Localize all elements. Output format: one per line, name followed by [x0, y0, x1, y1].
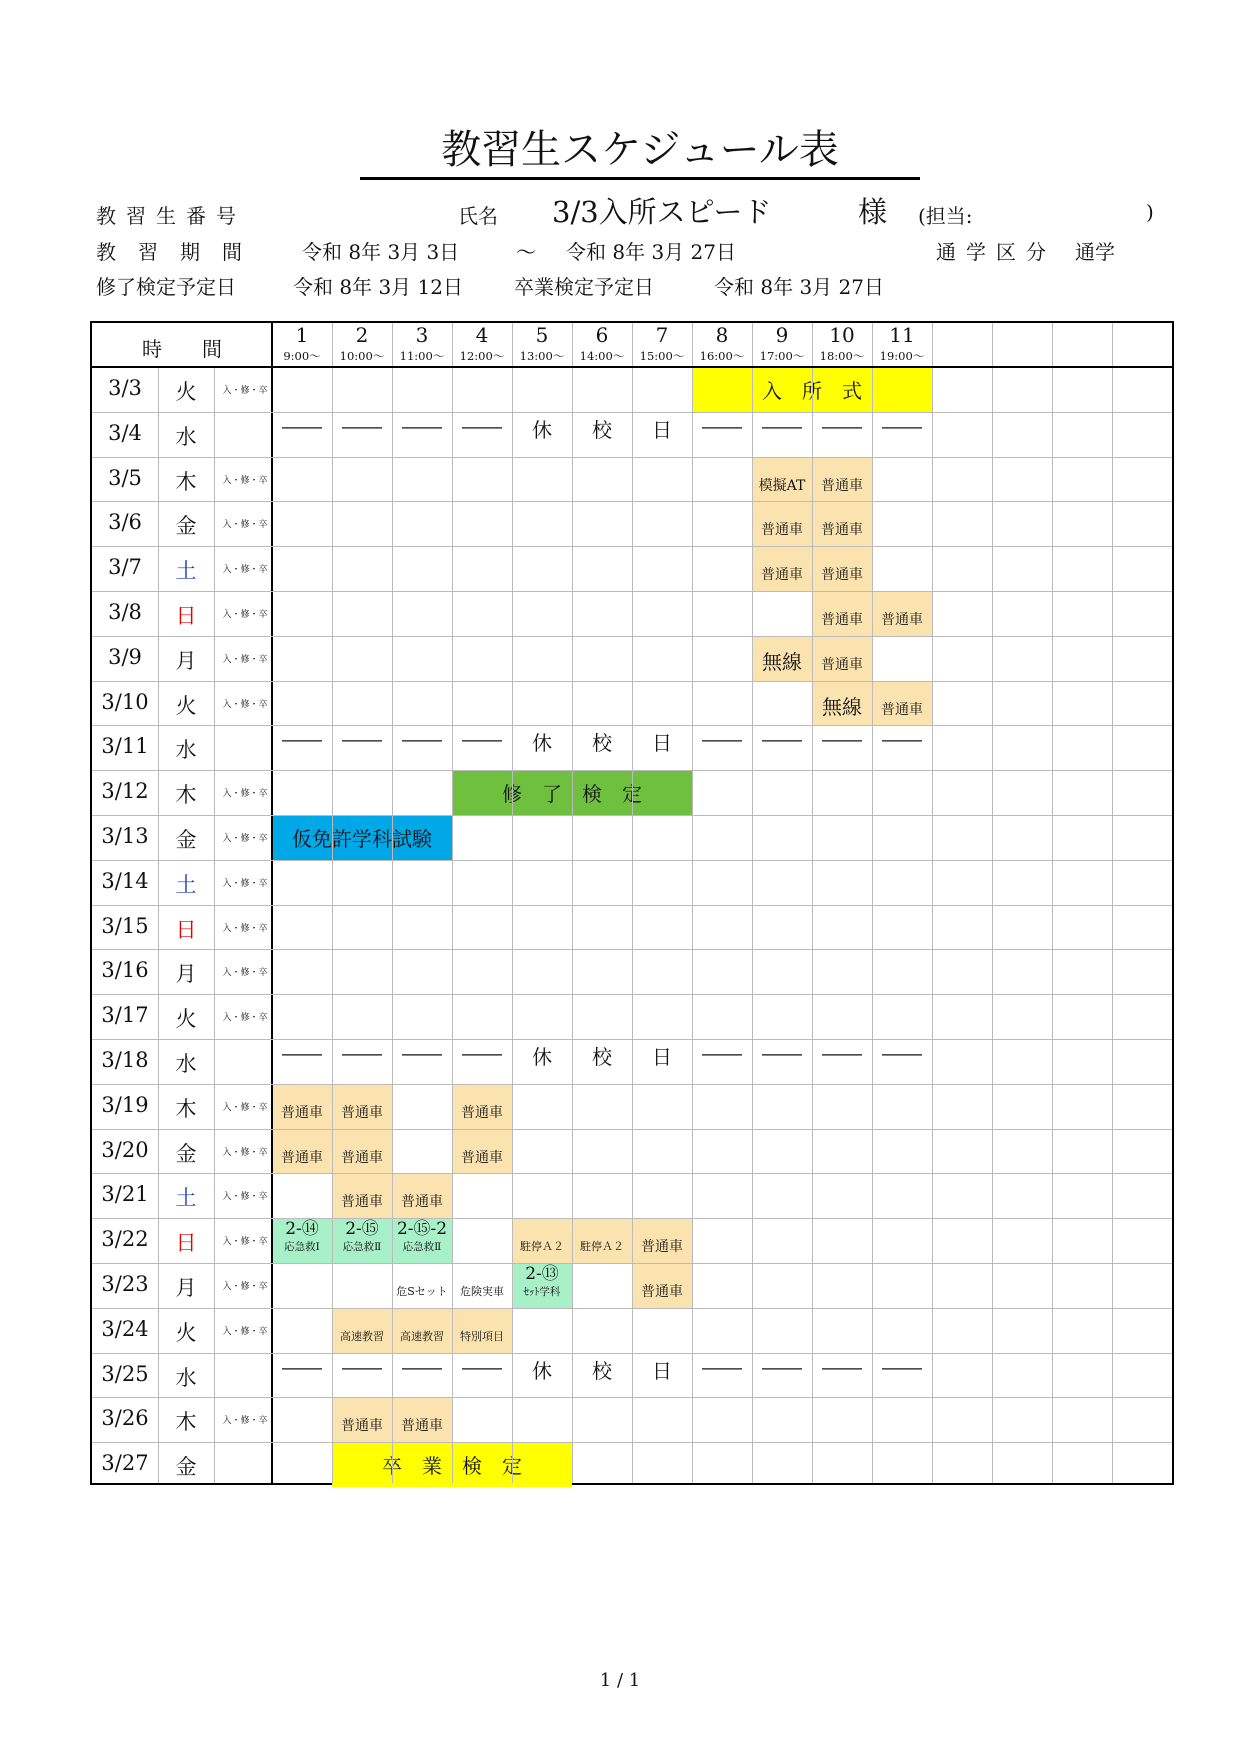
- lesson-cell: 普通車: [872, 591, 932, 636]
- row-mark: 入・修・卒: [222, 1147, 268, 1158]
- period-time: 13:00～: [519, 349, 565, 363]
- rest-dash: ――: [402, 1354, 442, 1379]
- row-mark: 入・修・卒: [222, 1326, 268, 1337]
- lesson-cell: 無線: [812, 681, 872, 726]
- rest-day-text: 校: [592, 1358, 612, 1383]
- lesson-subject: 応急救Ⅱ: [402, 1241, 442, 1254]
- row-mark: 入・修・卒: [222, 1282, 268, 1292]
- honorific: 様: [858, 195, 888, 229]
- row-mark: 入・修・卒: [222, 699, 268, 710]
- grid-line: [92, 1263, 1172, 1264]
- grid-line: [92, 501, 1172, 502]
- row-weekday: 水: [175, 1052, 197, 1076]
- row-date: 3/8: [108, 600, 142, 624]
- grid-line: [92, 815, 1172, 816]
- event-block: 卒 業 検 定: [332, 1442, 572, 1487]
- rest-day-text: 日: [652, 417, 672, 442]
- charge-close: ): [1146, 200, 1154, 224]
- lesson-cell: 普通車: [872, 681, 932, 726]
- period-end: 令和 8年 3月 27日: [566, 240, 736, 264]
- rest-dash: ――: [762, 413, 802, 438]
- row-date: 3/12: [101, 779, 149, 804]
- row-weekday: 日: [175, 917, 197, 942]
- period-time: 14:00～: [579, 349, 625, 363]
- row-weekday: 金: [175, 1455, 197, 1480]
- period-number: 2: [355, 323, 369, 347]
- row-date: 3/25: [101, 1361, 149, 1386]
- period-time: 19:00～: [879, 349, 925, 363]
- rest-day-text: 校: [592, 417, 612, 442]
- row-weekday: 土: [175, 1186, 197, 1211]
- lesson-cell: 普通車: [332, 1084, 392, 1129]
- row-date: 3/20: [101, 1137, 149, 1162]
- grid-line: [92, 1039, 1172, 1040]
- time-header: 時 間: [142, 337, 222, 361]
- row-date: 3/18: [101, 1048, 149, 1072]
- grid-line: [92, 1442, 1172, 1443]
- grid-line: [92, 905, 1172, 906]
- row-mark: 入・修・卒: [222, 475, 268, 486]
- period-number: 4: [475, 323, 489, 347]
- row-weekday: 木: [175, 1410, 197, 1435]
- grid-line: [92, 681, 1172, 682]
- period-time: 15:00～: [639, 349, 685, 363]
- row-mark: 入・修・卒: [222, 1416, 268, 1427]
- row-date: 3/26: [101, 1406, 149, 1431]
- grid-line: [92, 1218, 1172, 1219]
- row-weekday: 水: [175, 1365, 197, 1390]
- rest-dash: ――: [402, 413, 442, 438]
- rest-day-text: 校: [592, 731, 612, 756]
- grid-line: [92, 770, 1172, 771]
- charge-label: (担当:: [918, 204, 973, 228]
- row-weekday: 木: [175, 783, 197, 808]
- lesson-cell: 普通車: [332, 1129, 392, 1174]
- row-date: 3/7: [108, 555, 142, 580]
- lesson-cell: 普通車: [392, 1397, 452, 1442]
- student-no-label: 教習生番号: [96, 204, 246, 228]
- rest-dash: ――: [282, 1041, 322, 1065]
- row-date: 3/9: [108, 644, 142, 669]
- rest-dash: ――: [342, 1041, 382, 1065]
- row-date: 3/23: [101, 1272, 149, 1296]
- period-time: 12:00～: [459, 349, 505, 363]
- row-weekday: 木: [175, 469, 197, 494]
- lesson-cell: 特別項目: [452, 1308, 512, 1353]
- grid-line: [92, 949, 1172, 950]
- row-mark: 入・修・卒: [222, 654, 268, 665]
- grid-line: [92, 1173, 1172, 1174]
- row-date: 3/14: [101, 868, 149, 893]
- row-weekday: 土: [175, 872, 197, 897]
- row-weekday: 金: [175, 514, 197, 539]
- rest-dash: ――: [762, 1354, 802, 1379]
- row-date: 3/17: [101, 1003, 149, 1028]
- grid-line: [92, 994, 1172, 995]
- period-time: 11:00～: [399, 349, 445, 363]
- period-tilde: ～: [516, 240, 536, 264]
- lesson-cell: 普通車: [392, 1173, 452, 1218]
- row-mark: 入・修・卒: [222, 923, 268, 934]
- commute-label: 通学区分: [936, 240, 1056, 264]
- lesson-subject: ｾｯﾄ学科: [523, 1286, 561, 1298]
- row-mark: 入・修・卒: [222, 1192, 268, 1203]
- commute-value: 通学: [1075, 240, 1115, 264]
- grid-line: [92, 1084, 1172, 1085]
- row-weekday: 月: [175, 1276, 197, 1300]
- event-block: 仮免許学科試験: [272, 815, 452, 860]
- row-date: 3/19: [101, 1092, 149, 1117]
- period-number: 7: [655, 323, 669, 347]
- row-date: 3/10: [101, 689, 149, 714]
- grid-line: [812, 323, 813, 1483]
- lesson-subject: 応急救Ⅰ: [284, 1241, 320, 1254]
- lesson-subject: 応急救Ⅱ: [342, 1241, 382, 1254]
- row-weekday: 火: [175, 693, 197, 718]
- grid-line: [932, 323, 933, 1483]
- grid-line: [632, 323, 633, 1483]
- grid-line: [392, 323, 393, 1483]
- row-weekday: 土: [175, 559, 197, 584]
- event-block: 入 所 式: [692, 367, 932, 412]
- row-date: 3/13: [101, 824, 149, 848]
- rest-dash: ――: [882, 1354, 922, 1379]
- lesson-cell: 普通車: [632, 1263, 692, 1308]
- lesson-cell: 普通車: [452, 1084, 512, 1129]
- grid-line: [92, 412, 1172, 413]
- rest-day-text: 校: [592, 1045, 612, 1069]
- row-weekday: 金: [175, 828, 197, 852]
- lesson-cell: 普通車: [812, 546, 872, 591]
- completion-label: 修了検定予定日: [96, 275, 236, 299]
- lesson-cell: 普通車: [812, 636, 872, 681]
- row-mark: 入・修・卒: [222, 610, 268, 620]
- grid-line: [92, 366, 1172, 368]
- row-date: 3/5: [108, 465, 142, 490]
- rest-dash: ――: [282, 727, 322, 752]
- period-number: 8: [715, 323, 729, 347]
- grid-line: [572, 323, 573, 1483]
- rest-dash: ――: [822, 1041, 862, 1065]
- row-weekday: 金: [175, 1141, 197, 1166]
- row-date: 3/27: [101, 1451, 149, 1476]
- rest-dash: ――: [702, 727, 742, 752]
- grid-line: [92, 636, 1172, 637]
- row-date: 3/6: [108, 510, 142, 535]
- row-date: 3/16: [101, 958, 149, 983]
- grid-line: [92, 1353, 1172, 1354]
- period-number: 9: [775, 323, 789, 347]
- rest-dash: ――: [282, 1354, 322, 1379]
- lesson-number: 2-⑭: [285, 1219, 319, 1240]
- period-time: 17:00～: [759, 349, 805, 363]
- lesson-cell: 普通車: [452, 1129, 512, 1174]
- row-date: 3/24: [101, 1316, 149, 1341]
- period-number: 1: [295, 323, 309, 347]
- lesson-cell: 普通車: [272, 1084, 332, 1129]
- lesson-cell: 高速教習: [332, 1308, 392, 1353]
- row-mark: 入・修・卒: [222, 1237, 268, 1248]
- event-block: 修 了 検 定: [452, 770, 692, 815]
- row-date: 3/4: [108, 420, 142, 445]
- period-label: 教習期間: [96, 240, 264, 264]
- grid-line: [92, 591, 1172, 592]
- rest-dash: ――: [882, 1041, 922, 1065]
- lesson-cell: 普通車: [632, 1218, 692, 1263]
- rest-day-text: 日: [652, 1045, 672, 1069]
- period-start: 令和 8年 3月 3日: [302, 240, 460, 264]
- period-time: 18:00～: [819, 349, 865, 363]
- rest-dash: ――: [702, 413, 742, 438]
- lesson-cell: 危Sセット: [396, 1285, 448, 1298]
- row-weekday: 月: [175, 962, 197, 987]
- row-mark: 入・修・卒: [222, 789, 268, 800]
- rest-dash: ――: [402, 1041, 442, 1065]
- rest-dash: ――: [342, 413, 382, 438]
- rest-dash: ――: [822, 727, 862, 752]
- row-mark: 入・修・卒: [222, 386, 268, 396]
- lesson-cell: 普通車: [332, 1173, 392, 1218]
- grid-line: [92, 860, 1172, 861]
- lesson-number: 2-⑬: [525, 1264, 559, 1284]
- row-weekday: 日: [175, 1231, 197, 1256]
- rest-day-text: 日: [652, 731, 672, 756]
- lesson-cell: 普通車: [332, 1397, 392, 1442]
- row-mark: 入・修・卒: [222, 834, 268, 844]
- row-mark: 入・修・卒: [222, 520, 268, 531]
- lesson-cell: 普通車: [752, 546, 812, 591]
- grid-line: [92, 1129, 1172, 1130]
- rest-dash: ――: [342, 1354, 382, 1379]
- rest-dash: ――: [882, 413, 922, 438]
- row-weekday: 火: [175, 1007, 197, 1032]
- stacked-lesson: [392, 1218, 452, 1263]
- grid-line: [1112, 323, 1113, 1483]
- row-weekday: 日: [175, 604, 197, 628]
- grid-line: [692, 323, 693, 1483]
- rest-dash: ――: [702, 1354, 742, 1379]
- grid-line: [92, 1308, 1172, 1309]
- page-title: 教習生スケジュール表: [360, 118, 920, 180]
- lesson-cell: 普通車: [812, 457, 872, 502]
- schedule-grid: [90, 321, 1174, 1485]
- student-name: 3/3入所スピード: [552, 195, 772, 229]
- graduation-label: 卒業検定予定日: [514, 275, 654, 299]
- name-label: 氏名: [458, 204, 498, 228]
- rest-dash: ――: [462, 1041, 502, 1065]
- row-weekday: 火: [175, 380, 197, 404]
- row-weekday: 水: [175, 424, 197, 449]
- row-mark: 入・修・卒: [222, 1102, 268, 1113]
- stacked-lesson: [272, 1218, 332, 1263]
- row-weekday: 木: [175, 1096, 197, 1121]
- row-date: 3/15: [101, 913, 149, 938]
- row-date: 3/21: [101, 1182, 149, 1207]
- row-mark: 入・修・卒: [222, 1013, 268, 1024]
- lesson-cell: 普通車: [752, 501, 812, 546]
- grid-line: [92, 546, 1172, 547]
- period-number: 3: [415, 323, 429, 347]
- graduation-date: 令和 8年 3月 27日: [714, 275, 884, 299]
- page-number: 1 / 1: [599, 1670, 641, 1691]
- rest-dash: ――: [402, 727, 442, 752]
- period-number: 6: [595, 323, 609, 347]
- row-date: 3/22: [101, 1227, 149, 1252]
- period-number: 10: [829, 323, 855, 347]
- rest-dash: ――: [762, 727, 802, 752]
- grid-line: [452, 323, 453, 1483]
- rest-day-text: 休: [532, 417, 552, 442]
- rest-dash: ――: [462, 413, 502, 438]
- rest-dash: ――: [882, 727, 922, 752]
- rest-dash: ――: [282, 413, 322, 438]
- row-weekday: 水: [175, 738, 197, 763]
- row-mark: 入・修・卒: [222, 565, 268, 576]
- period-time: 9:00～: [283, 349, 321, 363]
- rest-dash: ――: [822, 413, 862, 438]
- row-mark: 入・修・卒: [222, 878, 268, 889]
- rest-dash: ――: [462, 727, 502, 752]
- lesson-cell: 無線: [752, 636, 812, 681]
- lesson-cell: 駐停Ａ２: [512, 1218, 572, 1263]
- grid-line: [992, 323, 993, 1483]
- stacked-lesson: [512, 1263, 572, 1308]
- grid-line: [512, 323, 513, 1483]
- period-number: 5: [535, 323, 549, 347]
- row-date: 3/11: [101, 734, 149, 759]
- lesson-cell: 普通車: [812, 591, 872, 636]
- stacked-lesson: [332, 1218, 392, 1263]
- rest-day-text: 休: [532, 1045, 552, 1069]
- grid-line: [92, 457, 1172, 458]
- lesson-cell: 駐停Ａ２: [572, 1218, 632, 1263]
- rest-day-text: 日: [652, 1358, 672, 1383]
- rest-dash: ――: [342, 727, 382, 752]
- lesson-cell: 普通車: [812, 501, 872, 546]
- rest-dash: ――: [822, 1354, 862, 1379]
- period-time: 10:00～: [339, 349, 385, 363]
- grid-line: [92, 725, 1172, 726]
- grid-line: [332, 323, 333, 1483]
- period-time: 16:00～: [699, 349, 745, 363]
- row-date: 3/3: [108, 376, 142, 400]
- grid-line: [271, 323, 273, 1483]
- rest-day-text: 休: [532, 731, 552, 756]
- grid-line: [92, 1397, 1172, 1398]
- row-weekday: 火: [175, 1320, 197, 1345]
- lesson-number: 2-⑮: [345, 1219, 379, 1240]
- rest-dash: ――: [762, 1041, 802, 1065]
- lesson-cell: 危険実車: [460, 1285, 504, 1298]
- grid-line: [872, 323, 873, 1483]
- rest-dash: ――: [702, 1041, 742, 1065]
- completion-date: 令和 8年 3月 12日: [293, 275, 463, 299]
- period-number: 11: [889, 323, 915, 347]
- lesson-cell: 模擬AT: [752, 457, 812, 502]
- row-mark: 入・修・卒: [222, 968, 268, 979]
- lesson-cell: 普通車: [272, 1129, 332, 1174]
- grid-line: [1052, 323, 1053, 1483]
- rest-day-text: 休: [532, 1358, 552, 1383]
- lesson-number: 2-⑮-2: [396, 1219, 448, 1240]
- row-weekday: 月: [175, 648, 197, 673]
- rest-dash: ――: [462, 1354, 502, 1379]
- lesson-cell: 高速教習: [392, 1308, 452, 1353]
- grid-line: [752, 323, 753, 1483]
